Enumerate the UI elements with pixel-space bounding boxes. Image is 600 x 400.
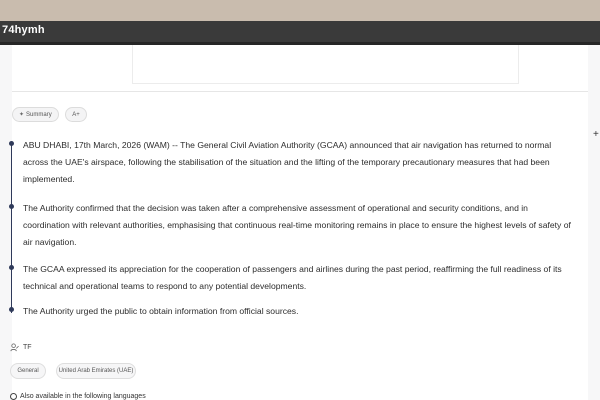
globe-icon	[10, 393, 17, 400]
languages-label: Also available in the following languages	[20, 393, 146, 400]
available-languages	[10, 393, 146, 400]
tag-general[interactable]	[10, 363, 46, 379]
window-title: 74hymh	[2, 24, 45, 36]
divider	[12, 91, 588, 92]
timeline-dot	[9, 265, 14, 270]
user-edit-icon	[10, 343, 19, 352]
timeline-dot	[9, 307, 14, 312]
summary-label: Summary	[26, 111, 52, 118]
tag-label: United Arab Emirates (UAE)	[58, 368, 134, 374]
author-name: TF	[23, 344, 32, 351]
tag-uae[interactable]	[56, 363, 136, 379]
tag-label: General	[17, 368, 39, 374]
article-paragraph: The Authority urged the public to obtain information from official sources.	[23, 306, 299, 316]
article-paragraph: ABU DHABI, 17th March, 2026 (WAM) -- The General Civil Aviation Authority (GCAA) announced that air navigation has returned to normal across the UAE's airspace, following the stabilisation of the situation and the lifting of the temporary precautionary measures that had been implemented.	[23, 140, 552, 185]
sparkle-icon: ✦	[19, 112, 25, 118]
media-placeholder	[132, 45, 519, 84]
author-byline	[10, 343, 32, 352]
font-size-label: A+	[72, 111, 80, 118]
article-paragraph: The Authority confirmed that the decision was taken after a comprehensive assessment of operational and security conditions, and in coordination with relevant authorities, emphasising that continuous real-time monitoring remains in place to ensure the highest levels of safety of air navigation.	[23, 203, 571, 248]
timeline-dot	[9, 204, 14, 209]
article-paragraph: The GCAA expressed its appreciation for the cooperation of passengers and airlines during the past period, reaffirming the full readiness of its technical and operational teams to respond to any potential developments.	[23, 264, 562, 292]
summary-button[interactable]	[12, 107, 59, 122]
timeline-dot	[9, 141, 14, 146]
plus-icon[interactable]: +	[593, 129, 599, 140]
font-size-button[interactable]	[65, 107, 87, 122]
browser-top-band	[0, 0, 600, 21]
timeline-line	[11, 143, 12, 313]
window-title-bar	[0, 21, 600, 45]
